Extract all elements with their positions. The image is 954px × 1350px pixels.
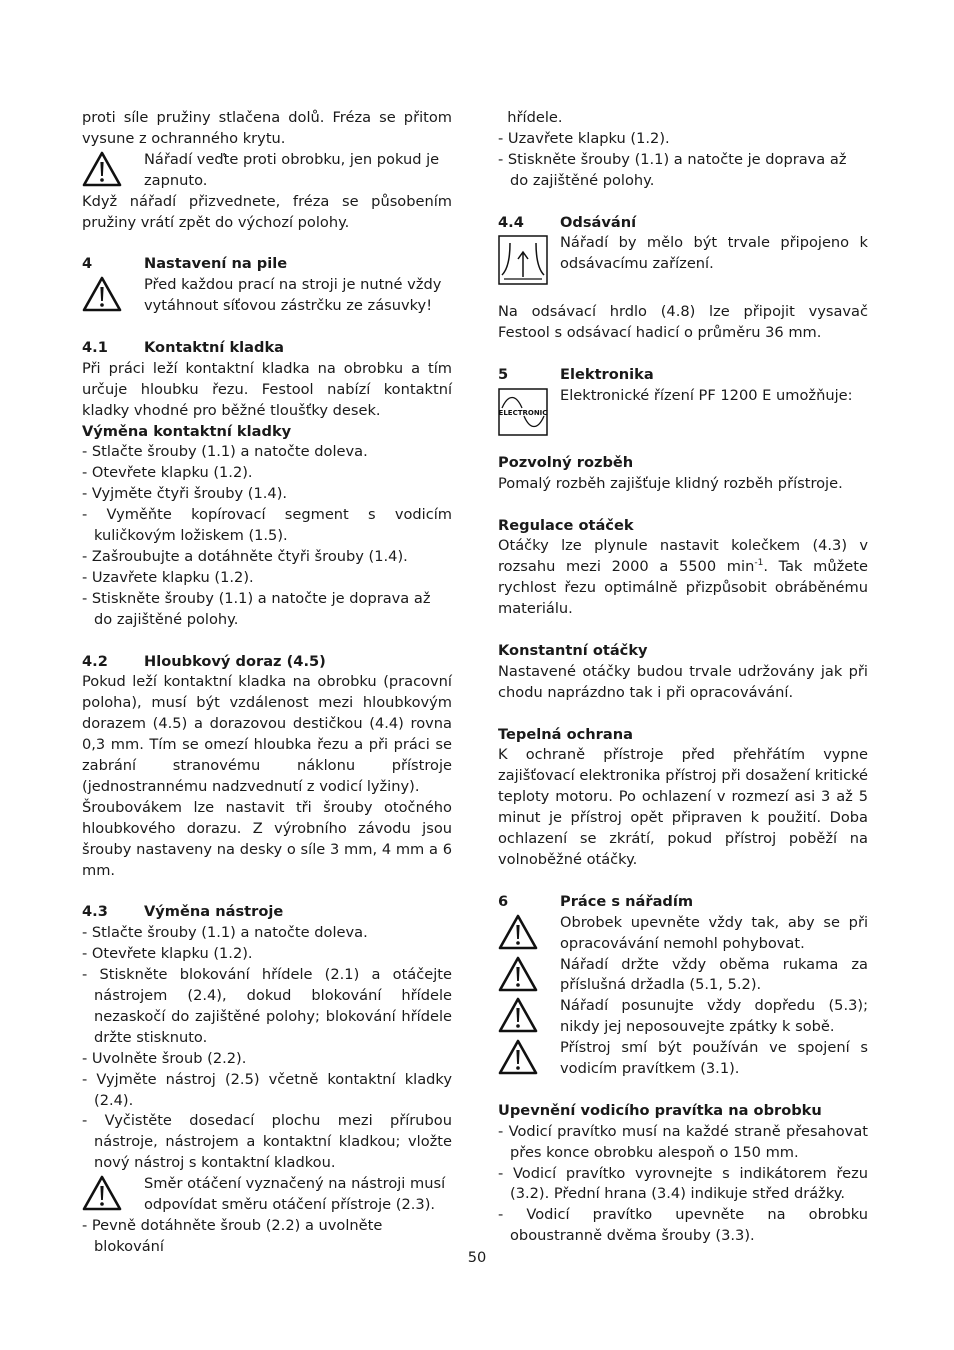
extraction-note bbox=[498, 233, 868, 292]
page-number: 50 bbox=[467, 1249, 487, 1266]
warning-plug bbox=[82, 275, 452, 317]
warning-on bbox=[82, 150, 452, 192]
intro-text: proti síle pružiny stlačena dolů. Fréza se přitom vysune z ochranného krytu. bbox=[82, 109, 452, 147]
speed-control-text: Otáčky lze plynule nastavit kolečkem (4.3) v rozsahu mezi 2000 a 5500 $\min^{-1}$. Tak můžete rychlost řezu optimálně přizpůsobit obráběnému materiálu. bbox=[498, 537, 868, 618]
warning-text: Směr otáčení vyznačený na nástroji musí odpovídat směru otáčení přístroje (2.3). bbox=[144, 1175, 446, 1214]
subheading-thermal-protection: Tepelná ochrana bbox=[498, 725, 633, 743]
section-6-heading: 6 Práce s nářadím bbox=[498, 892, 694, 910]
warning-text: Nářadí držte vždy oběma rukama za příslušná držadla (5.1, 5.2). bbox=[560, 955, 868, 994]
warning-rotation bbox=[82, 1174, 452, 1216]
section-5-heading: 5 Elektronika bbox=[498, 366, 654, 384]
warning-text: Přístroj smí být používán ve spojení s vodicím pravítkem (3.1). bbox=[560, 1039, 868, 1078]
subheading-replace-roller: Výměna kontaktní kladky bbox=[82, 422, 292, 440]
left-column bbox=[82, 108, 452, 1258]
warning-workpiece bbox=[498, 913, 868, 955]
list-item: - Stiskněte blokování hřídele (2.1) a otáčejte nástrojem (2.4), dokud blokování hřídele nezaskočí do zajištěné polohy; blokování hřídele držte stisknuto. bbox=[82, 966, 452, 1046]
list-item: - Otevřete klapku (1.2). bbox=[82, 464, 253, 482]
warning-icon bbox=[82, 276, 122, 312]
warning-text: Před každou prací na stroji je nutné vždy vytáhnout síťovou zástrčku ze zásuvky! bbox=[144, 276, 442, 315]
electronic-icon bbox=[498, 388, 548, 436]
subheading-speed-control: Regulace otáček bbox=[498, 516, 634, 534]
electronics-intro-text: Elektronické řízení PF 1200 E umožňuje: bbox=[560, 386, 853, 404]
thermal-protection-text: K ochraně přístroje před přehřátím vypne zajišťovací elektronika přístroj při dosažení kritické teploty motoru. Po ochlazení v rozmezí asi 3 až 5 minut je přístroj opět připraven k použití. Doba ochlazení se zkrátí, pokud přístroj poběží na volnoběžné otáčky. bbox=[498, 746, 868, 869]
section-4-1-heading: 4.1 Kontaktní kladka bbox=[82, 338, 285, 356]
warning-guide-rail bbox=[498, 1038, 868, 1080]
right-column bbox=[498, 108, 868, 1247]
list-item: - Vyměňte kopírovací segment s vodicím kuličkovým ložiskem (1.5). bbox=[82, 506, 452, 545]
list-item: - Otevřete klapku (1.2). bbox=[82, 945, 253, 963]
warning-icon bbox=[498, 997, 538, 1033]
list-item: - Stiskněte šrouby (1.1) a natočte je doprava až do zajištěné polohy. bbox=[82, 589, 431, 628]
warning-icon bbox=[498, 1039, 538, 1075]
warning-handles bbox=[498, 955, 868, 997]
section-4-2-heading: 4.2 Hloubkový doraz (4.5) bbox=[82, 652, 326, 670]
section-4-3-heading: 4.3 Výměna nástroje bbox=[82, 903, 284, 921]
list-item: - Vodicí pravítko vyrovnejte s indikátorem řezu (3.2). Přední hrana (3.4) indikuje střed drážky. bbox=[498, 1164, 868, 1203]
list-item: - Uzavřete klapku (1.2). bbox=[498, 129, 670, 147]
warning-icon bbox=[82, 1175, 122, 1211]
warning-icon bbox=[498, 914, 538, 950]
depth-stop-text: Pokud leží kontaktní kladka na obrobku (pracovní poloha), musí být vzdálenost mezi hloubkovým dorazem (4.5) a dorazovou destičkou (4.4) rovna 0,3 mm. Tím se omezí hloubka řezu a při práci se zabrání stranovému náklonu přístroje (jednostrannému nadzvednutí z vodicí lyžiny). bbox=[82, 673, 452, 795]
subheading-constant-speed: Konstantní otáčky bbox=[498, 641, 648, 659]
section-4-4-heading: 4.4 Odsávání bbox=[498, 213, 637, 231]
list-item: - Stlačte šrouby (1.1) a natočte doleva. bbox=[82, 924, 368, 942]
warning-text: Obrobek upevněte vždy tak, aby se při opracovávání nemohl pohybovat. bbox=[560, 913, 868, 952]
list-item: - Stlačte šrouby (1.1) a natočte doleva. bbox=[82, 443, 368, 461]
warning-forward bbox=[498, 996, 868, 1038]
list-item: - Uvolněte šroub (2.2). bbox=[82, 1049, 247, 1067]
list-item: - Stiskněte šrouby (1.1) a natočte je doprava až do zajištěné polohy. bbox=[498, 150, 847, 189]
list-item: - Vyjměte čtyři šrouby (1.4). bbox=[82, 485, 288, 503]
depth-stop-text-2: Šroubovákem lze nastavit tři šrouby otočného hloubkového dorazu. Z výrobního závodu jsou šrouby nastaveny na desky o síle 3 mm, 4 mm a 6 mm. bbox=[82, 798, 452, 879]
warning-text: Nářadí posunujte vždy dopředu (5.3); nikdy jej neposouvejte zpátky k sobě. bbox=[560, 997, 868, 1036]
lift-text: Když nářadí přizvednete, fréza se působením pružiny vrátí zpět do výchozí polohy. bbox=[82, 192, 452, 231]
warning-text: Nářadí veďte proti obrobku, jen pokud je zapnuto. bbox=[144, 150, 440, 189]
constant-speed-text: Nastavené otáčky budou trvale udržovány jak při chodu naprázdno tak i při opracovávání. bbox=[498, 662, 868, 701]
warning-icon bbox=[498, 956, 538, 992]
list-item: - Vodicí pravítko musí na každé straně přesahovat přes konce obrobku alespoň o 150 mm. bbox=[498, 1122, 868, 1161]
dust-extraction-icon bbox=[498, 235, 548, 285]
extraction-text: Na odsávací hrdlo (4.8) lze připojit vysavač Festool s odsávací hadicí o průměru 36 mm. bbox=[498, 303, 868, 342]
section-4-heading: 4 Nastavení na pile bbox=[82, 255, 288, 273]
list-item: - Pevně dotáhněte šroub (2.2) a uvolněte blokování bbox=[82, 1216, 383, 1255]
svg-text:ELECTRONIC: ELECTRONIC bbox=[498, 408, 548, 417]
contact-roller-text: Při práci leží kontaktní kladka na obrobku a tím určuje hloubku řezu. Festool nabízí kontaktní kladky vhodné pro běžné tloušťky desek. bbox=[82, 359, 452, 419]
warning-icon bbox=[82, 151, 122, 187]
list-item: - Vodicí pravítko upevněte na obrobku oboustranně dvěma šrouby (3.3). bbox=[498, 1206, 868, 1245]
extraction-note-text: Nářadí by mělo být trvale připojeno k odsávacímu zařízení. bbox=[560, 234, 868, 273]
soft-start-text: Pomalý rozběh zajišťuje klidný rozběh přístroje. bbox=[498, 474, 843, 492]
electronics-intro bbox=[498, 386, 868, 443]
list-item-continuation: hřídele. bbox=[507, 109, 563, 126]
list-item: - Vyčistěte dosedací plochu mezi přírubou nástroje, nástrojem a kontaktní kladkou; vložte nový nástroj s kontaktní kladkou. bbox=[82, 1112, 452, 1172]
list-item: - Vyjměte nástroj (2.5) včetně kontaktní kladky (2.4). bbox=[82, 1070, 452, 1109]
subheading-soft-start: Pozvolný rozběh bbox=[498, 453, 634, 471]
list-item: - Uzavřete klapku (1.2). bbox=[82, 568, 254, 586]
subheading-guide-rail: Upevnění vodicího pravítka na obrobku bbox=[498, 1101, 822, 1119]
list-item: - Zašroubujte a dotáhněte čtyři šrouby (1.4). bbox=[82, 548, 408, 565]
